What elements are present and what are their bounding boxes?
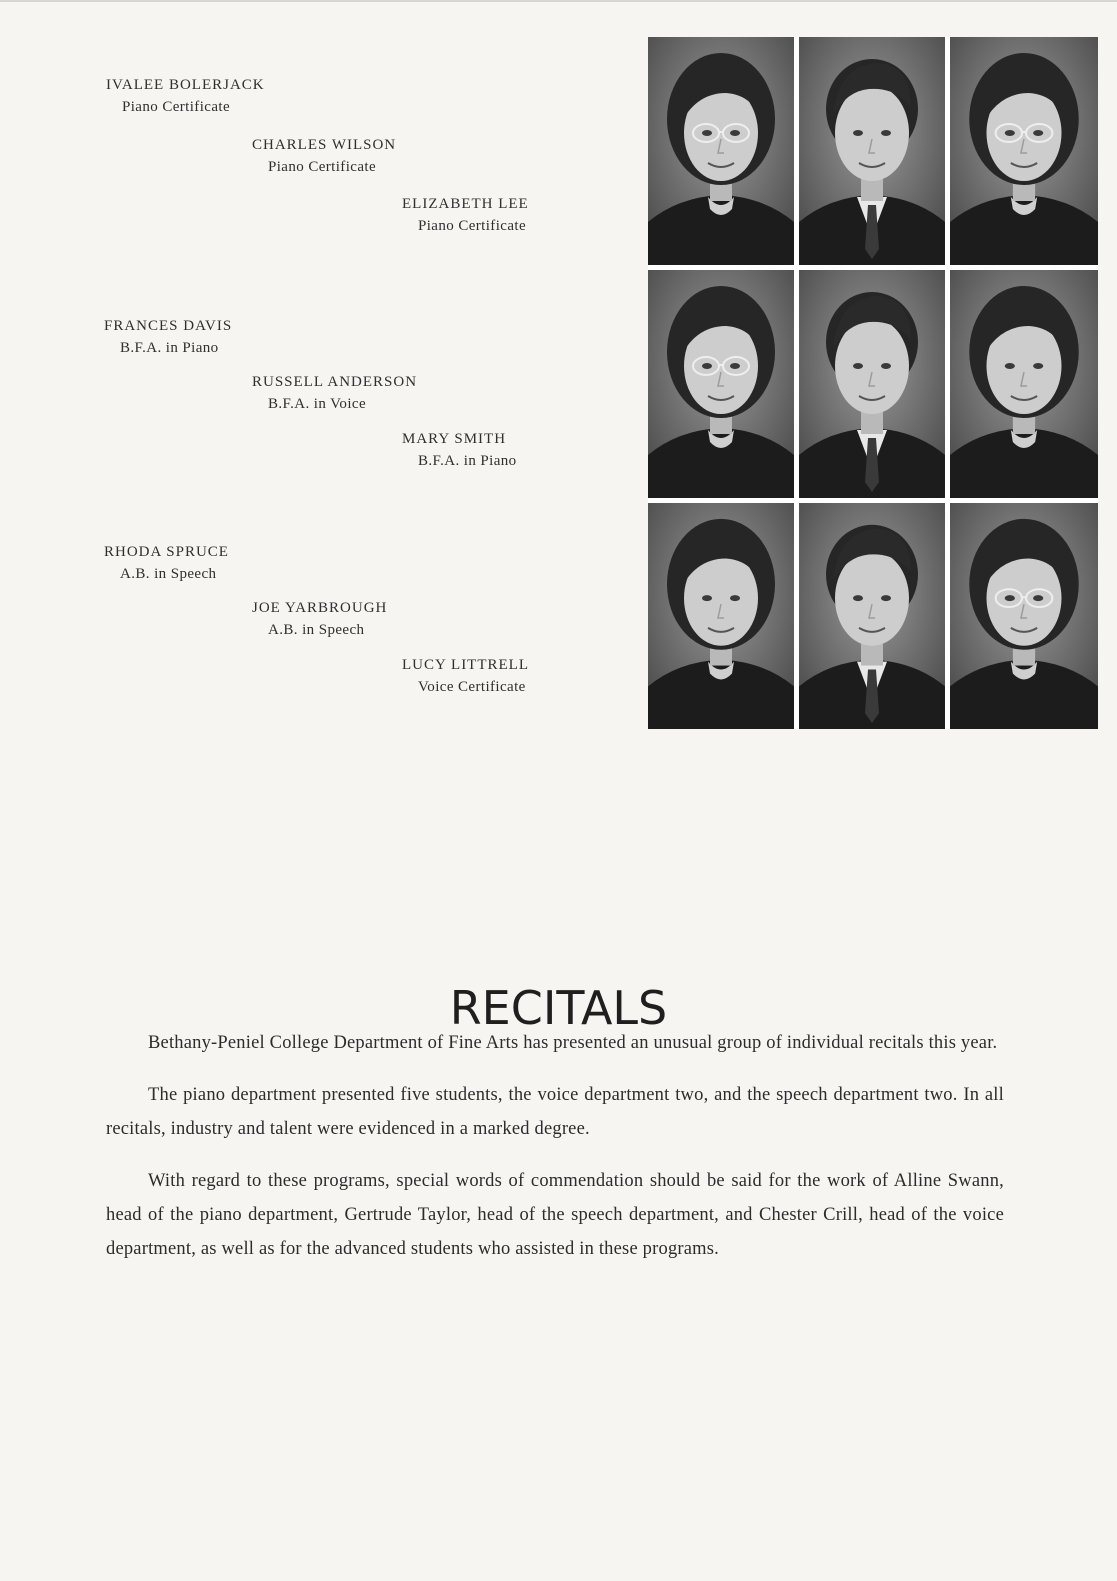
portrait-photo <box>950 37 1098 265</box>
portrait-9 <box>950 503 1098 729</box>
caption-1 <box>106 74 265 118</box>
caption-8 <box>252 597 387 641</box>
caption-3 <box>402 193 529 237</box>
student-name: CHARLES WILSON <box>252 137 397 153</box>
student-name: LUCY LITTRELL <box>402 657 530 673</box>
student-degree: B.F.A. in Voice <box>268 396 367 412</box>
section-body <box>106 1026 1004 1284</box>
student-name: JOE YARBROUGH <box>252 600 388 616</box>
student-name: RUSSELL ANDERSON <box>252 374 418 390</box>
portrait-7 <box>648 503 794 729</box>
student-name: RHODA SPRUCE <box>104 544 229 560</box>
portrait-photo <box>799 37 945 265</box>
portrait-1 <box>648 37 794 265</box>
caption-2 <box>252 134 396 178</box>
portrait-3 <box>950 37 1098 265</box>
student-name: ELIZABETH LEE <box>402 196 529 212</box>
portrait-photo <box>950 270 1098 498</box>
caption-6 <box>402 428 517 472</box>
caption-5 <box>252 371 417 415</box>
paragraph-2: The piano department presented five students, the voice department two, and the speech department two. In all recitals, industry and talent were evidenced in a marked degree. <box>106 1085 1004 1139</box>
student-degree: B.F.A. in Piano <box>120 340 219 356</box>
top-edge-rule <box>0 0 1117 2</box>
student-degree: Piano Certificate <box>418 218 527 234</box>
paragraph-1: Bethany-Peniel College Department of Fine Arts has presented an unusual group of individual recitals this year. <box>148 1033 998 1053</box>
portrait-grid <box>648 37 1098 729</box>
portrait-6 <box>950 270 1098 498</box>
portrait-8 <box>799 503 945 729</box>
portrait-photo <box>950 503 1098 729</box>
student-name: FRANCES DAVIS <box>104 318 233 334</box>
student-name: MARY SMITH <box>402 431 507 447</box>
portrait-photo <box>648 503 794 729</box>
caption-7 <box>104 541 229 585</box>
student-degree: Piano Certificate <box>268 159 377 175</box>
student-degree: B.F.A. in Piano <box>418 453 517 469</box>
student-degree: Voice Certificate <box>418 679 526 695</box>
student-degree: A.B. in Speech <box>120 566 217 582</box>
caption-9 <box>402 654 529 698</box>
portrait-photo <box>799 503 945 729</box>
portrait-4 <box>648 270 794 498</box>
student-degree: Piano Certificate <box>122 99 231 115</box>
portrait-photo <box>648 270 794 498</box>
portrait-photo <box>648 37 794 265</box>
student-degree: A.B. in Speech <box>268 622 365 638</box>
portrait-2 <box>799 37 945 265</box>
portrait-photo <box>799 270 945 498</box>
paragraph-3: With regard to these programs, special words of commendation should be said for the work of Alline Swann, head of the piano department, Gertrude Taylor, head of the speech department, and Chester Crill, head of the voice department, as well as for the advanced students who assisted in these programs. <box>106 1171 1004 1259</box>
caption-4 <box>104 315 232 359</box>
student-name: IVALEE BOLERJACK <box>106 77 265 93</box>
section-heading: RECITALS <box>449 980 668 1035</box>
portrait-5 <box>799 270 945 498</box>
